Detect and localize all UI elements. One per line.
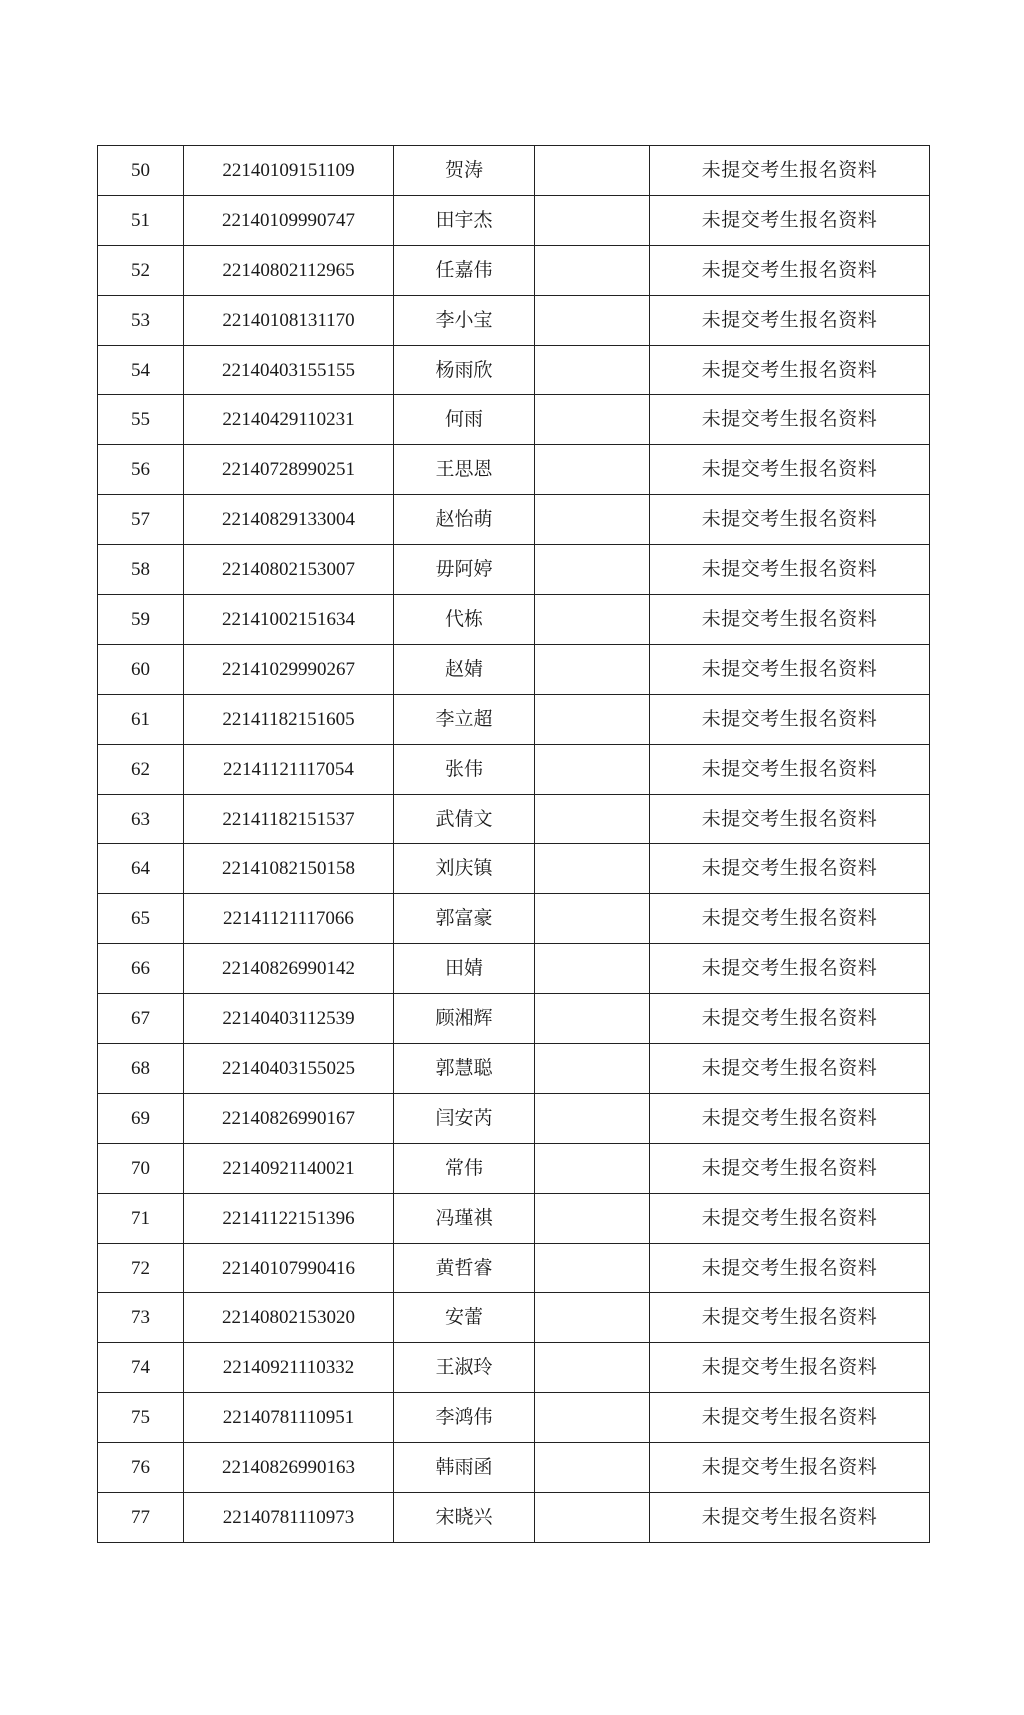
exam-registration-number: 22140728990251: [184, 445, 394, 495]
status-reason: 未提交考生报名资料: [650, 245, 930, 295]
exam-registration-number: 22140107990416: [184, 1243, 394, 1293]
candidate-name: 毋阿婷: [394, 545, 535, 595]
row-number: 73: [98, 1293, 184, 1343]
status-reason: 未提交考生报名资料: [650, 395, 930, 445]
empty-cell: [535, 1193, 650, 1243]
exam-registration-number: 22141122151396: [184, 1193, 394, 1243]
exam-registration-number: 22140826990163: [184, 1443, 394, 1493]
row-number: 62: [98, 744, 184, 794]
exam-registration-number: 22141121117054: [184, 744, 394, 794]
status-reason: 未提交考生报名资料: [650, 1443, 930, 1493]
table-row: [98, 295, 930, 345]
candidate-name: 贺涛: [394, 146, 535, 196]
row-number: 66: [98, 944, 184, 994]
empty-cell: [535, 146, 650, 196]
status-reason: 未提交考生报名资料: [650, 694, 930, 744]
status-reason: 未提交考生报名资料: [650, 1393, 930, 1443]
exam-registration-number: 22140802112965: [184, 245, 394, 295]
status-reason: 未提交考生报名资料: [650, 744, 930, 794]
table-row: [98, 1243, 930, 1293]
exam-registration-number: 22140781110973: [184, 1493, 394, 1543]
exam-registration-number: 22140109990747: [184, 195, 394, 245]
status-reason: 未提交考生报名资料: [650, 844, 930, 894]
row-number: 60: [98, 644, 184, 694]
empty-cell: [535, 345, 650, 395]
exam-registration-number: 22140429110231: [184, 395, 394, 445]
candidate-name: 韩雨函: [394, 1443, 535, 1493]
exam-registration-number: 22140802153007: [184, 545, 394, 595]
candidate-name: 王思恩: [394, 445, 535, 495]
exam-registration-number: 22141082150158: [184, 844, 394, 894]
table-row: [98, 1293, 930, 1343]
table-row: [98, 395, 930, 445]
candidate-name: 顾湘辉: [394, 994, 535, 1044]
candidate-name: 闫安芮: [394, 1093, 535, 1143]
exam-registration-number: 22140829133004: [184, 495, 394, 545]
table-row: [98, 1393, 930, 1443]
candidate-name: 宋晓兴: [394, 1493, 535, 1543]
table-row: [98, 1193, 930, 1243]
empty-cell: [535, 245, 650, 295]
status-reason: 未提交考生报名资料: [650, 195, 930, 245]
empty-cell: [535, 195, 650, 245]
candidate-name: 张伟: [394, 744, 535, 794]
table-row: [98, 545, 930, 595]
candidate-name: 武倩文: [394, 794, 535, 844]
table-row: [98, 1143, 930, 1193]
empty-cell: [535, 495, 650, 545]
candidate-name: 安蕾: [394, 1293, 535, 1343]
status-reason: 未提交考生报名资料: [650, 644, 930, 694]
candidate-table-body: [98, 146, 930, 1543]
status-reason: 未提交考生报名资料: [650, 1193, 930, 1243]
row-number: 53: [98, 295, 184, 345]
exam-registration-number: 22140403155025: [184, 1044, 394, 1094]
empty-cell: [535, 1093, 650, 1143]
row-number: 51: [98, 195, 184, 245]
table-row: [98, 1343, 930, 1393]
status-reason: 未提交考生报名资料: [650, 1293, 930, 1343]
table-row: [98, 894, 930, 944]
row-number: 50: [98, 146, 184, 196]
row-number: 52: [98, 245, 184, 295]
exam-registration-number: 22140921110332: [184, 1343, 394, 1393]
exam-registration-number: 22140921140021: [184, 1143, 394, 1193]
table-row: [98, 644, 930, 694]
exam-registration-number: 22141182151605: [184, 694, 394, 744]
candidate-name: 赵怡萌: [394, 495, 535, 545]
status-reason: 未提交考生报名资料: [650, 445, 930, 495]
candidate-name: 郭富豪: [394, 894, 535, 944]
row-number: 56: [98, 445, 184, 495]
row-number: 55: [98, 395, 184, 445]
candidate-name: 刘庆镇: [394, 844, 535, 894]
candidate-name: 田宇杰: [394, 195, 535, 245]
candidate-name: 王淑玲: [394, 1343, 535, 1393]
candidate-name: 任嘉伟: [394, 245, 535, 295]
table-row: [98, 245, 930, 295]
exam-registration-number: 22141121117066: [184, 894, 394, 944]
empty-cell: [535, 545, 650, 595]
empty-cell: [535, 1293, 650, 1343]
row-number: 69: [98, 1093, 184, 1143]
table-row: [98, 1093, 930, 1143]
row-number: 54: [98, 345, 184, 395]
candidate-name: 常伟: [394, 1143, 535, 1193]
status-reason: 未提交考生报名资料: [650, 794, 930, 844]
empty-cell: [535, 994, 650, 1044]
table-row: [98, 1443, 930, 1493]
candidate-name: 赵婧: [394, 644, 535, 694]
table-row: [98, 944, 930, 994]
status-reason: 未提交考生报名资料: [650, 545, 930, 595]
row-number: 64: [98, 844, 184, 894]
table-row: [98, 495, 930, 545]
candidate-table: [97, 145, 930, 1543]
candidate-name: 冯瑾祺: [394, 1193, 535, 1243]
row-number: 71: [98, 1193, 184, 1243]
status-reason: 未提交考生报名资料: [650, 994, 930, 1044]
candidate-name: 何雨: [394, 395, 535, 445]
row-number: 67: [98, 994, 184, 1044]
empty-cell: [535, 445, 650, 495]
table-row: [98, 146, 930, 196]
empty-cell: [535, 1393, 650, 1443]
status-reason: 未提交考生报名资料: [650, 1493, 930, 1543]
empty-cell: [535, 844, 650, 894]
status-reason: 未提交考生报名资料: [650, 495, 930, 545]
candidate-name: 李立超: [394, 694, 535, 744]
empty-cell: [535, 1243, 650, 1293]
exam-registration-number: 22140109151109: [184, 146, 394, 196]
candidate-name: 郭慧聪: [394, 1044, 535, 1094]
empty-cell: [535, 894, 650, 944]
table-row: [98, 994, 930, 1044]
row-number: 61: [98, 694, 184, 744]
empty-cell: [535, 694, 650, 744]
status-reason: 未提交考生报名资料: [650, 146, 930, 196]
row-number: 72: [98, 1243, 184, 1293]
row-number: 65: [98, 894, 184, 944]
candidate-name: 代栋: [394, 595, 535, 645]
empty-cell: [535, 1143, 650, 1193]
candidate-name: 田婧: [394, 944, 535, 994]
candidate-name: 杨雨欣: [394, 345, 535, 395]
candidate-name: 李小宝: [394, 295, 535, 345]
row-number: 68: [98, 1044, 184, 1094]
status-reason: 未提交考生报名资料: [650, 944, 930, 994]
empty-cell: [535, 744, 650, 794]
status-reason: 未提交考生报名资料: [650, 1243, 930, 1293]
table-row: [98, 694, 930, 744]
status-reason: 未提交考生报名资料: [650, 894, 930, 944]
row-number: 59: [98, 595, 184, 645]
row-number: 58: [98, 545, 184, 595]
table-row: [98, 445, 930, 495]
status-reason: 未提交考生报名资料: [650, 345, 930, 395]
exam-registration-number: 22140781110951: [184, 1393, 394, 1443]
exam-registration-number: 22140403155155: [184, 345, 394, 395]
status-reason: 未提交考生报名资料: [650, 1044, 930, 1094]
exam-registration-number: 22141029990267: [184, 644, 394, 694]
row-number: 75: [98, 1393, 184, 1443]
table-row: [98, 744, 930, 794]
status-reason: 未提交考生报名资料: [650, 1143, 930, 1193]
empty-cell: [535, 595, 650, 645]
table-row: [98, 1044, 930, 1094]
exam-registration-number: 22140826990142: [184, 944, 394, 994]
candidate-name: 黄哲睿: [394, 1243, 535, 1293]
row-number: 76: [98, 1443, 184, 1493]
candidate-name: 李鸿伟: [394, 1393, 535, 1443]
exam-registration-number: 22140108131170: [184, 295, 394, 345]
empty-cell: [535, 1493, 650, 1543]
status-reason: 未提交考生报名资料: [650, 295, 930, 345]
empty-cell: [535, 1343, 650, 1393]
empty-cell: [535, 944, 650, 994]
status-reason: 未提交考生报名资料: [650, 1093, 930, 1143]
empty-cell: [535, 794, 650, 844]
table-row: [98, 1493, 930, 1543]
table-row: [98, 345, 930, 395]
table-row: [98, 195, 930, 245]
status-reason: 未提交考生报名资料: [650, 595, 930, 645]
exam-registration-number: 22140802153020: [184, 1293, 394, 1343]
row-number: 63: [98, 794, 184, 844]
table-row: [98, 595, 930, 645]
exam-registration-number: 22141182151537: [184, 794, 394, 844]
table-row: [98, 844, 930, 894]
empty-cell: [535, 644, 650, 694]
row-number: 74: [98, 1343, 184, 1393]
empty-cell: [535, 395, 650, 445]
empty-cell: [535, 1443, 650, 1493]
row-number: 70: [98, 1143, 184, 1193]
empty-cell: [535, 295, 650, 345]
exam-registration-number: 22140403112539: [184, 994, 394, 1044]
row-number: 77: [98, 1493, 184, 1543]
exam-registration-number: 22141002151634: [184, 595, 394, 645]
exam-registration-number: 22140826990167: [184, 1093, 394, 1143]
table-row: [98, 794, 930, 844]
empty-cell: [535, 1044, 650, 1094]
status-reason: 未提交考生报名资料: [650, 1343, 930, 1393]
row-number: 57: [98, 495, 184, 545]
